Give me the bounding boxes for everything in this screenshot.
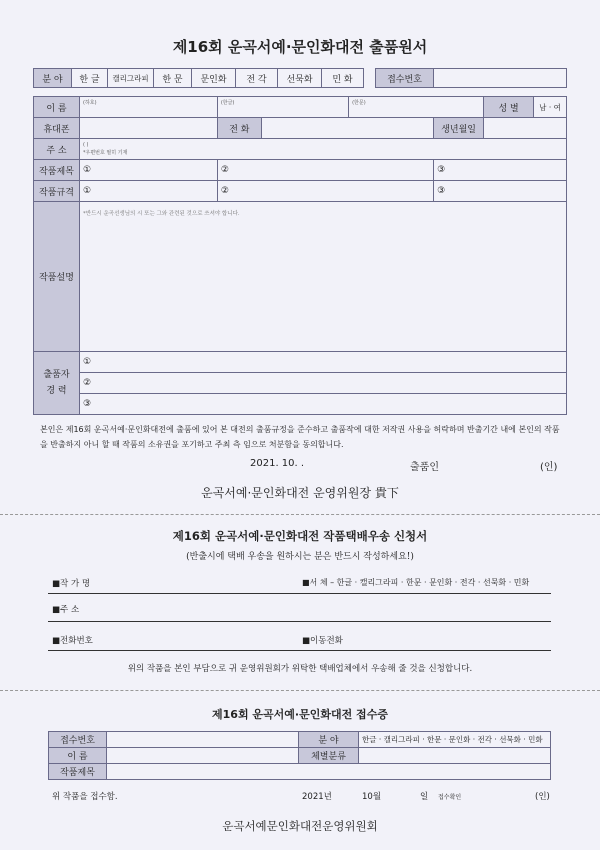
category-option[interactable]: 한 문 [154, 69, 192, 88]
category-option[interactable]: 선묵화 [278, 69, 322, 88]
category-label: 분 야 [34, 69, 72, 88]
receipt-work-title-label: 작품제목 [49, 764, 107, 780]
receipt-no-label-2: 접수번호 [49, 732, 107, 748]
cut-line [0, 690, 600, 691]
seal-mark: (인) [540, 462, 558, 473]
consent-text: 본인은 제16회 운곡서예·문인화대전에 출품에 있어 본 대전의 출품규정을 준수하고 출품작에 대한 저작권 사용을 허락하며 반출기간 내에 본인의 작품을 반출하지 아니 할 때 작품의 소유권을 포기하고 주최 측 임으로 처분함을 동의합니다. [40, 425, 560, 449]
work-size-field-2[interactable]: ② [217, 181, 433, 202]
address-bracket: ( ) [83, 142, 89, 148]
category-option[interactable]: 문인화 [192, 69, 236, 88]
receipt-title: 제16회 운곡서예·문인화대전 접수증 [212, 708, 388, 721]
career-field-3[interactable]: ③ [80, 394, 567, 415]
work-title-label: 작품제목 [34, 160, 80, 181]
name-hint: (하호) [83, 100, 97, 106]
address-field[interactable] [80, 139, 567, 160]
work-title-field-1[interactable]: ① [80, 160, 218, 181]
birth-field[interactable] [484, 118, 567, 139]
address-hint: *우편번호 필히 기재 [83, 150, 128, 156]
applicant-label: 출품인 [410, 462, 439, 473]
receipt-no-label: 접수번호 [376, 69, 434, 88]
delivery-subtitle: (반출시에 택배 우송을 원하시는 분은 반드시 작성하세요!) [186, 552, 414, 562]
receipt-work-title-field[interactable] [107, 764, 551, 780]
receipt-day: 일 [420, 792, 429, 802]
work-size-field-1[interactable]: ① [80, 181, 218, 202]
artist-label: ■작 가 명 [52, 579, 91, 589]
work-title-field-3[interactable]: ③ [434, 160, 567, 181]
form-title: 제16회 운곡서예·문인화대전 출품원서 [172, 38, 428, 56]
name-field-hangul[interactable] [217, 97, 348, 118]
desc-field[interactable] [80, 202, 567, 352]
receipt-style-field[interactable] [359, 748, 551, 764]
career-field-1[interactable]: ① [80, 352, 567, 373]
career-field-2[interactable]: ② [80, 373, 567, 394]
name-field-hanho[interactable] [80, 97, 218, 118]
style-label: ■서 체 – 한글 · 캘리그라피 · 한문 · 문인화 · 전각 · 선묵화 · 민화 [302, 578, 530, 587]
name-field-hanja[interactable] [349, 97, 484, 118]
receipt-table [48, 731, 551, 780]
phone-line[interactable] [48, 650, 551, 651]
category-option[interactable]: 민 화 [322, 69, 364, 88]
desc-label: 작품설명 [34, 202, 80, 352]
phone-label: 전 화 [217, 118, 261, 139]
receipt-name-label: 이 름 [49, 748, 107, 764]
work-size-label: 작품규격 [34, 181, 80, 202]
artist-line[interactable] [48, 593, 551, 594]
committee-name: 운곡서예문인화대전운영위원회 [222, 819, 378, 833]
birth-label: 생년월일 [434, 118, 484, 139]
category-option[interactable]: 한 글 [72, 69, 108, 88]
category-option[interactable]: 전 각 [236, 69, 278, 88]
address-label: 주 소 [34, 139, 80, 160]
address-line[interactable] [48, 621, 551, 622]
received-text: 위 작품을 접수함. [52, 792, 118, 802]
gender-label: 성 별 [484, 97, 534, 118]
desc-hint: *반드시 운곡선생님의 시 또는 그와 관련된 것으로 쓰셔야 합니다. [83, 211, 240, 217]
receipt-year: 2021년 [302, 792, 332, 802]
cut-line [0, 514, 600, 515]
category-option[interactable]: 캘리그라피 [108, 69, 154, 88]
work-title-field-2[interactable]: ② [217, 160, 433, 181]
receipt-category-label: 분 야 [299, 732, 359, 748]
phone-label-2: ■전화번호 [52, 636, 93, 646]
addressee: 운곡서예·문인화대전 운영위원장 貴下 [201, 486, 399, 500]
delivery-title: 제16회 운곡서예·문인화대전 작품택배우송 신청서 [172, 529, 428, 543]
name-hint: (한문) [352, 100, 366, 106]
address-label-2: ■주 소 [52, 605, 80, 615]
phone-field[interactable] [261, 118, 433, 139]
applicant-table [33, 96, 567, 415]
receipt-no-field-2[interactable] [107, 732, 299, 748]
gender-field[interactable]: 남 · 여 [534, 97, 567, 118]
mobile-label-2: ■이동전화 [302, 636, 343, 646]
date-text: 2021. 10. . [250, 458, 305, 469]
work-size-field-3[interactable]: ③ [434, 181, 567, 202]
confirm-label: 접수확인 [438, 794, 462, 801]
receipt-month: 10월 [362, 792, 382, 802]
receipt-category-values[interactable]: 한글 · 캘리그라피 · 한문 · 문인화 · 전각 · 선묵화 · 민화 [359, 732, 551, 748]
receipt-name-field[interactable] [107, 748, 299, 764]
mobile-field[interactable] [80, 118, 218, 139]
category-table [33, 68, 567, 88]
receipt-style-label: 체별분류 [299, 748, 359, 764]
receipt-no-field[interactable] [434, 69, 567, 88]
mobile-label: 휴대폰 [34, 118, 80, 139]
career-label: 출품자 경 력 [34, 352, 80, 415]
receipt-seal: (인) [535, 792, 550, 802]
name-label: 이 름 [34, 97, 80, 118]
name-hint: (한글) [220, 100, 235, 106]
request-text: 위의 작품을 본인 부담으로 귀 운영위원회가 위탁한 택배업체에서 우송해 줄 것을 신청합니다. [127, 664, 473, 674]
